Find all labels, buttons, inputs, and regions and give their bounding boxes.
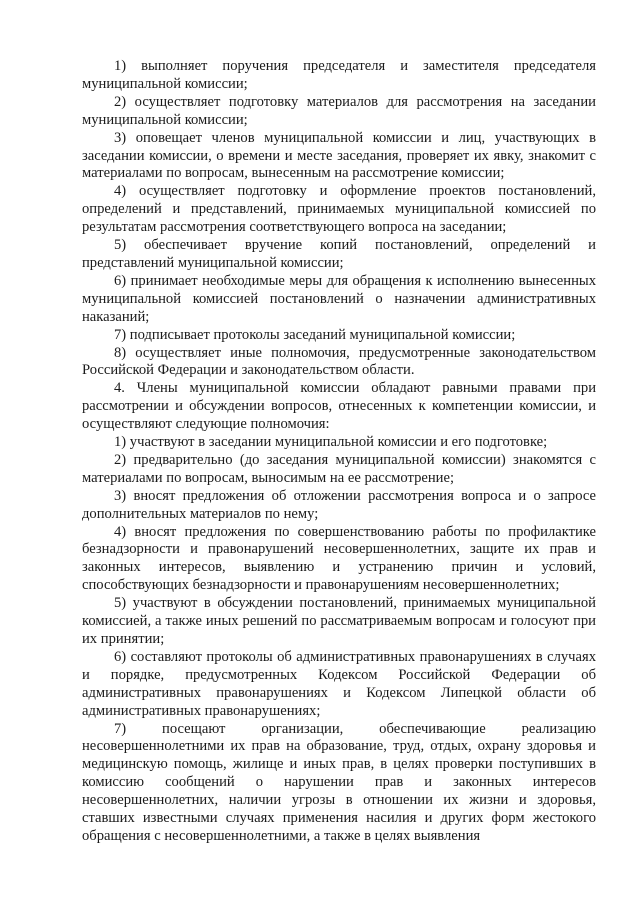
paragraph-secretary-2: 2) осуществляет подготовку материалов для рассмотрения на заседании муниципальной комиссии; xyxy=(82,93,596,128)
paragraph-secretary-6: 6) принимает необходимые меры для обращения к исполнению вынесенных муниципальной комиссией постановлений о назначении административных наказаний; xyxy=(82,272,596,325)
paragraph-secretary-3: 3) оповещает членов муниципальной комиссии и лиц, участвующих в заседании комиссии, о времени и месте заседания, проверяет их явку, знакомит с материалами по вопросам, вынесенным на рассмотрение комиссии; xyxy=(82,129,596,182)
paragraph-members-1: 1) участвуют в заседании муниципальной комиссии и его подготовке; xyxy=(114,434,548,451)
paragraph-secretary-8: 8) осуществляет иные полномочия, предусмотренные законодательством Российской Федерации и законодательством области. xyxy=(82,344,596,379)
paragraph-secretary-7: 7) подписывает протоколы заседаний муниципальной комиссии; xyxy=(114,326,516,343)
document-page xyxy=(82,58,596,846)
paragraph-members-3: 3) вносят предложения об отложении рассмотрения вопроса и о запросе дополнительных материалов по нему; xyxy=(82,487,596,522)
paragraph-section-4: 4. Члены муниципальной комиссии обладают равными правами при рассмотрении и обсуждении вопросов, отнесенных к компетенции комиссии, и осуществляют следующие полномочия: xyxy=(82,380,596,433)
paragraph-secretary-4: 4) осуществляет подготовку и оформление проектов постановлений, определений и представлений, принимаемых муниципальной комиссией по результатам рассмотрения соответствующего вопроса на заседании; xyxy=(82,183,596,236)
paragraph-members-4: 4) вносят предложения по совершенствованию работы по профилактике безнадзорности и правонарушений несовершеннолетних, защите их прав и законных интересов, выявлению и устранению причин и условий, способствующих безнадзорности и правонарушениям несовершеннолетних; xyxy=(82,523,596,594)
paragraph-members-2: 2) предварительно (до заседания муниципальной комиссии) знакомятся с материалами по вопросам, выносимым на ее рассмотрение; xyxy=(82,451,596,486)
paragraph-members-5: 5) участвуют в обсуждении постановлений, принимаемых муниципальной комиссией, а также иных решений по рассматриваемым вопросам и голосуют при их принятии; xyxy=(82,595,596,647)
paragraph-members-6: 6) составляют протоколы об административных правонарушениях в случаях и порядке, предусмотренных Кодексом Российской Федерации об административных правонарушениях и Кодексом Липецкой области об административных правонарушениях; xyxy=(82,648,596,719)
paragraph-secretary-1: 1) выполняет поручения председателя и заместителя председателя муниципальной комиссии; xyxy=(82,58,596,92)
paragraph-secretary-5: 5) обеспечивает вручение копий постановлений, определений и представлений муниципальной комиссии; xyxy=(82,237,596,271)
paragraph-members-7: 7) посещают организации, обеспечивающие реализацию несовершеннолетними их прав на образование, труд, отдых, охрану здоровья и медицинскую помощь, жилище и иных прав, в целях проверки поступивших в комиссию сообщений о нарушении прав и законных интересов несовершеннолетних, наличии угрозы в отношении их жизни и здоровья, ставших известными случаях применения насилия и других форм жестокого обращения с несовершеннолетними, а также в целях выявления xyxy=(82,720,596,844)
